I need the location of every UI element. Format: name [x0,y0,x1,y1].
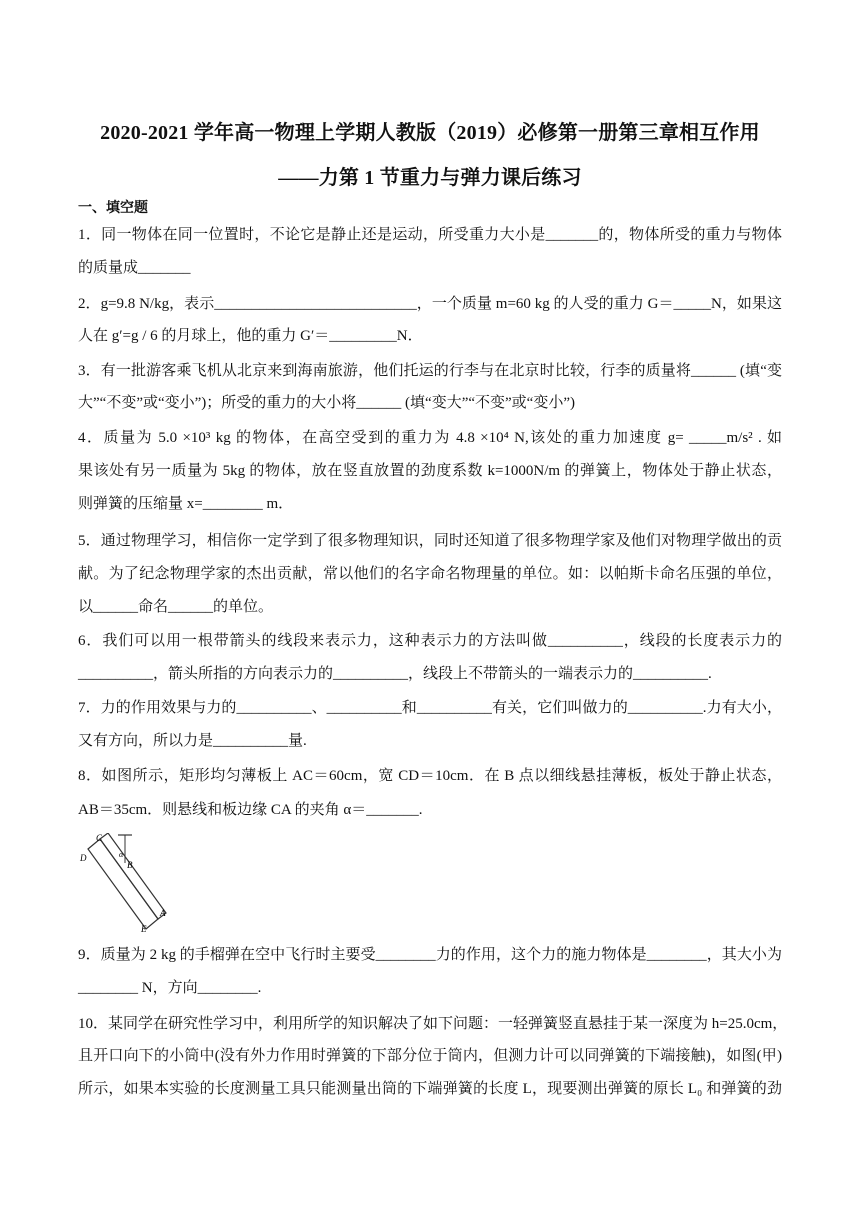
question-2-line-1: 2．g=9.8 N/kg，表示___________________________，一个质量 m=60 kg 的人受的重力 G＝_____N，如果这 [78,296,782,312]
question-8-line-2: AB＝35cm．则悬线和板边缘 CA 的夹角 α＝_______. [78,802,423,818]
question-6-line-2: __________，箭头所指的方向表示力的__________，线段上不带箭头的一端表示力的__________. [78,666,712,682]
question-4-line-1: 4．质量为 5.0 ×10³ kg 的物体，在高空受到的重力为 4.8 ×10⁴ N,该处的重力加速度 g= _____m/s² . 如 [78,430,782,446]
question-7-line-2: 又有方向，所以力是__________量. [78,733,307,749]
question-9-line-2: ________ N，方向________. [78,980,262,996]
hanging-plate-diagram [78,833,178,933]
figure-label-b: B [127,860,133,870]
question-6-line-1: 6．我们可以用一根带箭头的线段来表示力，这种表示力的方法叫做__________，线段的长度表示力的 [78,633,782,649]
question-2-line-2: 人在 g′=g / 6 的月球上，他的重力 G′＝_________N． [78,328,423,344]
question-10-line-3: 所示，如果本实验的长度测量工具只能测量出筒的下端弹簧的长度 L，现要测出弹簧的原长 L₀ 和弹簧的劲 [78,1081,782,1097]
question-5-line-1: 5．通过物理学习，相信你一定学到了很多物理知识，同时还知道了很多物理学家及他们对物理学做出的贡 [78,533,782,549]
question-9-line-1: 9．质量为 2 kg 的手榴弹在空中飞行时主要受________力的作用，这个力的施力物体是________，其大小为 [78,947,782,963]
question-1-line-1: 1．同一物体在同一位置时，不论它是静止还是运动，所受重力大小是_______的，物体所受的重力与物体 [78,227,782,243]
question-8-line-1: 8．如图所示，矩形均匀薄板上 AC＝60cm，宽 CD＝10cm．在 B 点以细线悬挂薄板，板处于静止状态， [78,768,782,784]
figure-label-e: E [141,924,147,933]
question-10-line-1: 10．某同学在研究性学习中，利用所学的知识解决了如下问题：一轻弹簧竖直悬挂于某一深度为 h=25.0cm， [78,1016,788,1032]
document-title-line-2: ——力第 1 节重力与弹力课后练习 [278,167,582,189]
question-3-line-2: 大”“不变”或“变小”)；所受的重力的大小将______ (填“变大”“不变”或“变小”) [78,395,575,411]
figure-label-a: A [160,908,166,918]
question-5-line-2: 献。为了纪念物理学家的杰出贡献，常以他们的名字命名物理量的单位。如：以帕斯卡命名压强的单位， [78,566,782,582]
figure-label-alpha: α [119,850,124,859]
question-4-line-3: 则弹簧的压缩量 x=________ m． [78,496,294,512]
question-7-line-1: 7．力的作用效果与力的__________、__________和__________有关，它们叫做力的__________.力有大小， [78,700,782,716]
figure-label-c: C [96,833,103,843]
question-10-line-2: 且开口向下的小筒中(没有外力作用时弹簧的下部分位于筒内，但测力计可以同弹簧的下端接触)，如图(甲) [78,1048,782,1064]
document-title-line-1: 2020-2021 学年高一物理上学期人教版（2019）必修第一册第三章相互作用 [100,122,760,144]
figure-label-d: D [80,853,87,863]
question-3-line-1: 3．有一批游客乘飞机从北京来到海南旅游，他们托运的行李与在北京时比较，行李的质量将______ (填“变 [78,363,782,379]
question-4-line-2: 果该处有另一质量为 5kg 的物体，放在竖直放置的劲度系数 k=1000N/m 的弹簧上，物体处于静止状态， [78,463,782,479]
question-1-line-2: 的质量成_______ [78,260,191,276]
question-5-line-3: 以______命名______的单位。 [78,599,274,615]
section-heading: 一、填空题 [78,201,148,216]
